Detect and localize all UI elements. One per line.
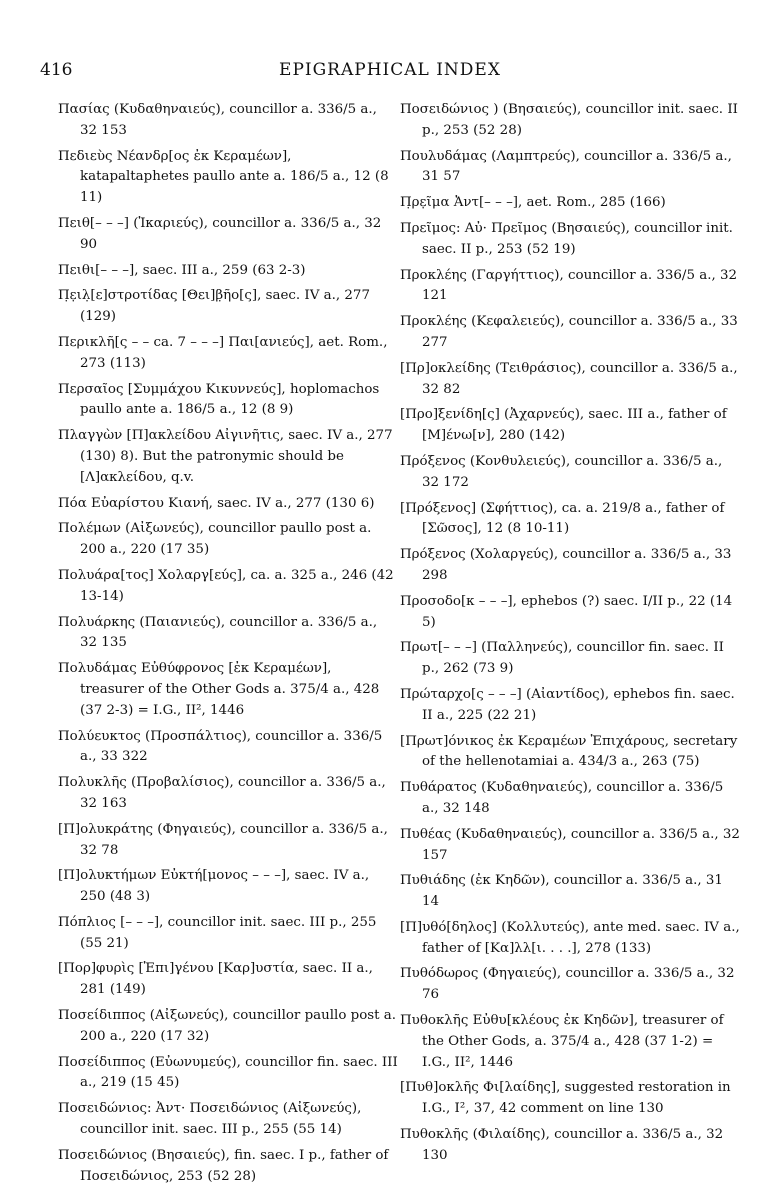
index-entry: Πρόξενος (Κονθυλειεύς), councillor a. 336/5 a., 32 172 bbox=[400, 453, 723, 490]
index-entry: Περσαῖος [Συμμάχου Κικυννεύς], hoplomachos paullo ante a. 186/5 a., 12 (8 9) bbox=[58, 381, 380, 418]
index-entry: Πυθοκλῆς (Φιλαίδης), councillor a. 336/5 a., 32 130 bbox=[400, 1127, 724, 1163]
index-entry: Πρεῖμος: Αὐ· Πρεῖμος (Βησαιεύς), councillor init. saec. II p., 253 (52 19) bbox=[400, 220, 733, 257]
index-entry: Πυθόδωρος (Φηγαιεύς), councillor a. 336/5 a., 32 76 bbox=[400, 966, 735, 1003]
index-entry: Πολυδάμας Εὐθύφρονος [ἐκ Κεραμέων], treasurer of the Other Gods a. 375/4 a., 428 (37 2-3) = I.G., II², 1446 bbox=[58, 661, 380, 718]
index-entry: Ποσειδώνιος ) (Βησαιεύς), councillor init. saec. II p., 253 (52 28) bbox=[400, 102, 738, 138]
index-entry: Πολύευκτος (Προσπάλτιος), councillor a. 336/5 a., 33 322 bbox=[58, 728, 383, 765]
index-entry: Πασίας (Κυδαθηναιεύς), councillor a. 336/5 a., 32 153 bbox=[58, 102, 377, 138]
index-entry: [Πρ]οκλείδης (Τειθράσιος), councillor a. 336/5 a., 32 82 bbox=[400, 360, 738, 397]
index-entry: Πόα Εὐαρίστου Κιανή, saec. IV a., 277 (130 6) bbox=[58, 495, 375, 511]
index-entry: Πουλυδάμας (Λαμπτρεύς), councillor a. 336/5 a., 31 57 bbox=[400, 148, 732, 185]
index-entry: Ποσείδιππος (Αἰξωνεύς), councillor paullo post a. 200 a., 220 (17 32) bbox=[58, 1008, 397, 1044]
index-entry: Προκλέης (Γαργήττιος), councillor a. 336/5 a., 32 121 bbox=[400, 267, 738, 304]
index-entry: Πολέμων (Αἰξωνεύς), councillor paullo post a. 200 a., 220 (17 35) bbox=[58, 521, 372, 558]
right-column bbox=[400, 100, 740, 1172]
index-entry: [Π]ολυκράτης (Φηγαιεύς), councillor a. 336/5 a., 32 78 bbox=[58, 821, 388, 858]
index-entry: Πειθ[– – –] (Ἰκαριεύς), councillor a. 336/5 a., 32 90 bbox=[58, 215, 382, 252]
index-entry: Ποσειδώνιος (Βησαιεύς), fin. saec. I p., father of Ποσειδώνιος, 253 (52 28) bbox=[58, 1147, 389, 1184]
index-entry: Ποσειδώνιος: Ἀντ· Ποσειδώνιος (Αἰξωνεύς), councillor init. saec. III p., 255 (55 14) bbox=[58, 1101, 362, 1138]
index-entry: [Π]υθό[δηλος] (Κολλυτεύς), ante med. saec. IV a., father of [Κα]λλ[ι. . . .], 278 (133) bbox=[400, 919, 740, 956]
index-entry: Πρωτ[– – –] (Παλληνεύς), councillor fin. saec. II p., 262 (73 9) bbox=[400, 640, 724, 677]
index-entry: [Π]ολυκτήμων Εὐκτή[μονος – – –], saec. IV a., 250 (48 3) bbox=[58, 868, 370, 905]
index-entry: Πόπλιος [– – –], councillor init. saec. III p., 255 (55 21) bbox=[58, 914, 377, 951]
index-entry: Πυθιάδης (ἐκ Κηδῶν), councillor a. 336/5 a., 31 14 bbox=[400, 873, 723, 910]
index-entry: [Πυθ]οκλῆς Φι[λαίδης], suggested restoration in I.G., I², 37, 42 comment on line 130 bbox=[400, 1080, 731, 1117]
index-entry: Πλαγγὼν [Π]ακλείδου Αἰγινῆτις, saec. IV a., 277 (130) 8). But the patronymic should be [Λ]ακλείδου, q.v. bbox=[58, 428, 393, 485]
index-entry: Προσοδο[κ – – –], ephebos (?) saec. I/II p., 22 (14 5) bbox=[400, 593, 733, 630]
index-entry: [Πορ]φυρὶς [Ἐπι]γένου [Καρ]υστία, saec. II a., 281 (149) bbox=[58, 961, 373, 998]
index-entry: Περικλῆ[ς – – ca. 7 – – –] Παι[ανιεύς], aet. Rom., 273 (113) bbox=[58, 334, 388, 371]
page-number: 416 bbox=[40, 60, 73, 80]
index-entry: Πολυάρκης (Παιανιεύς), councillor a. 336/5 a., 32 135 bbox=[58, 614, 378, 651]
index-entry: Ποσείδιππος (Εὐωνυμεύς), councillor fin. saec. III a., 219 (15 45) bbox=[58, 1054, 398, 1091]
index-entry: [Πρόξενος] (Σφήττιος), ca. a. 219/8 a., father of [Σῶσος], 12 (8 10-11) bbox=[400, 500, 725, 537]
index-entry: Πειθι[– – –], saec. III a., 259 (63 2-3) bbox=[58, 262, 306, 278]
index-entry: Πυθέας (Κυδαθηναιεύς), councillor a. 336/5 a., 32 157 bbox=[400, 826, 740, 863]
index-entry: [Προ]ξενίδη[ς] (Ἀχαρνεύς), saec. III a., father of [Μ]ένω[ν], 280 (142) bbox=[400, 407, 727, 444]
index-entry: Πρώταρχο[ς – – –] (Αἰαντίδος), ephebos fin. saec. II a., 225 (22 21) bbox=[400, 686, 735, 723]
left-column bbox=[58, 100, 398, 1192]
index-entry: Π̣ρε̣ῖμα Ἀντ[– – –], aet. Rom., 285 (166) bbox=[400, 195, 666, 211]
index-entry: Π̣ε̣ιλ̣[ε]στροτίδας [Θει]β̣ῆο[ς], saec. IV a., 277 (129) bbox=[58, 288, 370, 325]
index-entry: [Πρωτ]όνικος ἐκ Κεραμέων Ἐπιχάρους, secretary of the hellenotamiai a. 434/3 a., 263 (75) bbox=[400, 733, 738, 770]
index-entry: Πρόξενος (Χολαργεύς), councillor a. 336/5 a., 33 298 bbox=[400, 547, 732, 583]
index-entry: Πολυάρα[τος] Χολαργ[εύς], ca. a. 325 a., 246 (42 13-14) bbox=[58, 567, 394, 604]
page-header bbox=[40, 60, 740, 82]
index-entry: Πυθάρατος (Κυδαθηναιεύς), councillor a. 336/5 a., 32 148 bbox=[400, 780, 724, 816]
index-entry: Πολυκλῆς (Προβαλίσιος), councillor a. 336/5 a., 32 163 bbox=[58, 775, 386, 811]
index-entry: Προκλέης (Κεφαλειεύς), councillor a. 336/5 a., 33 277 bbox=[400, 314, 738, 350]
index-entry: Πυθοκλῆς Εὐθυ[κλέους ἐκ Κηδῶν], treasurer of the Other Gods, a. 375/4 a., 428 (37 1-2) = I.G., II², 1446 bbox=[400, 1013, 724, 1070]
index-entry: Πεδιεὺς Νέανδρ[ος ἐκ Κεραμέων], katapaltaphetes paullo ante a. 186/5 a., 12 (8 11) bbox=[58, 148, 389, 206]
running-title: EPIGRAPHICAL INDEX bbox=[279, 60, 501, 80]
